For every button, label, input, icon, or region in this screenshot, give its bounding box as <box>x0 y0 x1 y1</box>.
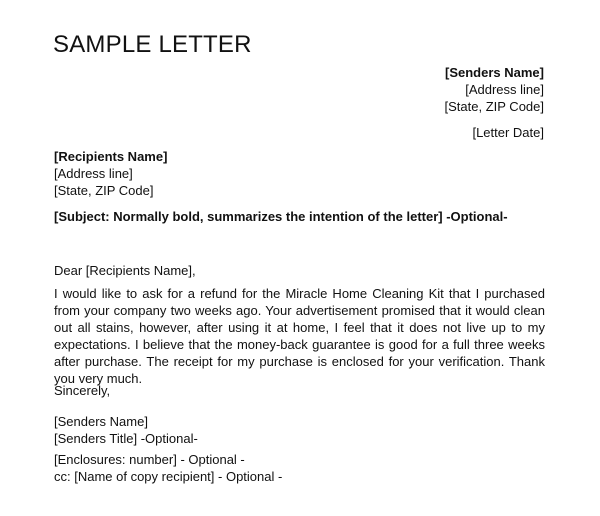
enclosures-line: [Enclosures: number] - Optional - <box>54 452 245 467</box>
signature-name: [Senders Name] <box>54 414 148 429</box>
enclosures-block <box>54 451 282 485</box>
recipient-block <box>54 148 167 199</box>
signature-title: [Senders Title] -Optional- <box>54 431 198 446</box>
sender-block <box>445 64 544 115</box>
salutation: Dear [Recipients Name], <box>54 263 196 278</box>
sender-address: [Address line] <box>465 82 544 97</box>
closing: Sincerely, <box>54 383 111 398</box>
sender-name: [Senders Name] <box>445 65 544 80</box>
letter-body: I would like to ask for a refund for the Miracle Home Cleaning Kit that I purchased from your company two weeks ago. Your advertisement promised that it would clean out all stains, however, after using it at home, I feel that it does not live up to my expectations. I believe that the money-back guarantee is good for a full three weeks after purchase. The receipt for my purchase is enclosed for your verification. Thank you very much. <box>54 286 545 386</box>
subject-line: [Subject: Normally bold, summarizes the intention of the letter] -Optional- <box>54 209 508 224</box>
recipient-name: [Recipients Name] <box>54 149 168 164</box>
letter-date: [Letter Date] <box>472 125 544 140</box>
sender-state-zip: [State, ZIP Code] <box>444 99 544 114</box>
recipient-address: [Address line] <box>54 166 133 181</box>
recipient-state-zip: [State, ZIP Code] <box>54 183 154 198</box>
letter-title: SAMPLE LETTER <box>53 31 252 58</box>
cc-line: cc: [Name of copy recipient] - Optional - <box>54 469 283 484</box>
signature-block <box>54 413 198 447</box>
